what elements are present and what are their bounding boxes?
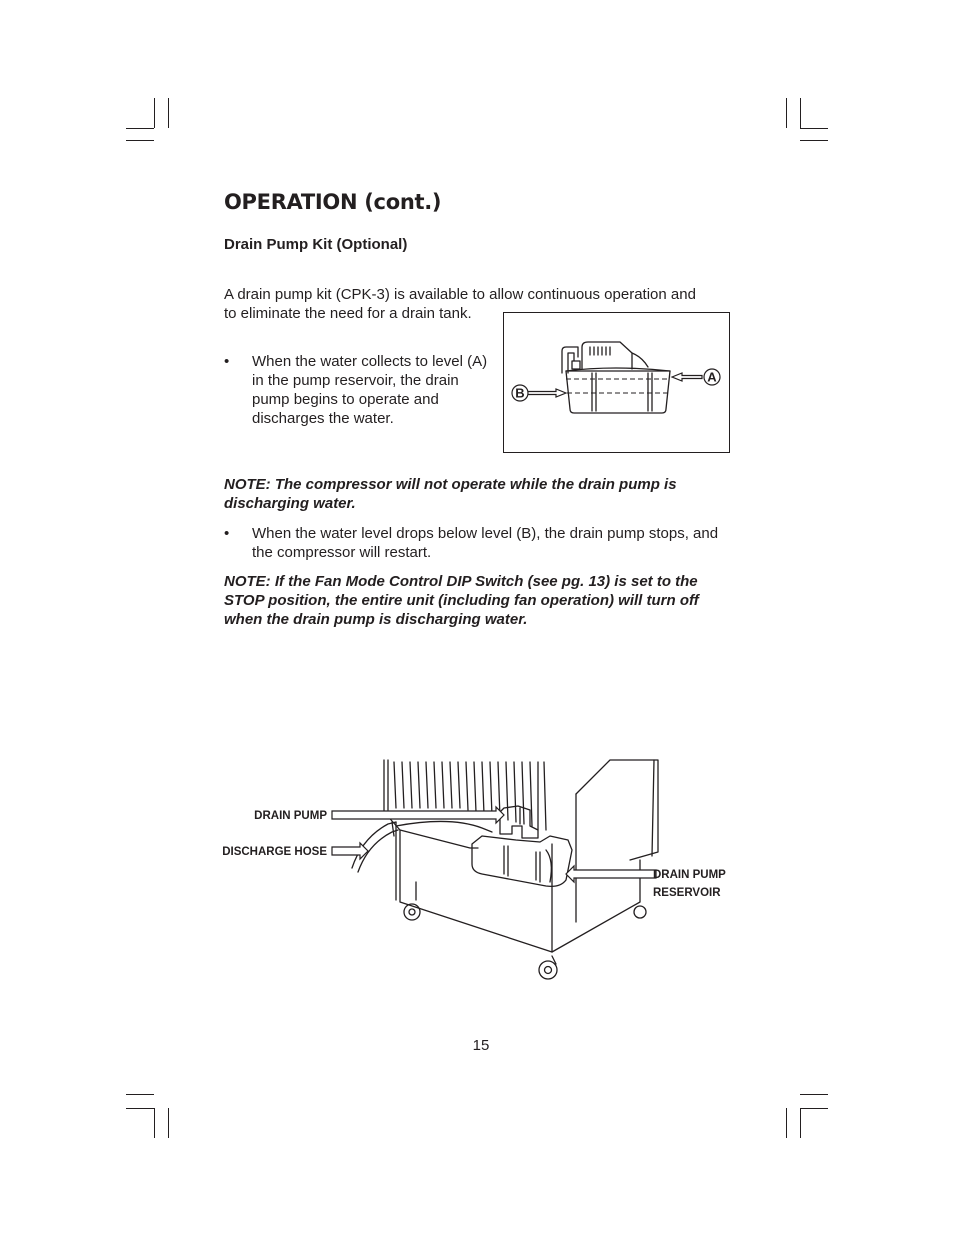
label-discharge-hose: DISCHARGE HOSE [222, 846, 327, 858]
drain-pump-arrow [332, 807, 504, 823]
intro-text-line-1: A drain pump kit (CPK-3) is available to allow continuous operation and [224, 286, 696, 303]
note-fan-mode: NOTE: If the Fan Mode Control DIP Switch (see pg. 13) is set to the STOP position, the entire unit (including fan operation) will turn off when the drain pump is discharging water. [224, 573, 699, 628]
label-a: A [707, 369, 717, 385]
label-b: B [515, 385, 525, 401]
unit-installation-diagram [220, 752, 740, 997]
bullet-text: When the water level drops below level (B), the drain pump stops, and the compressor will restart. [252, 525, 719, 561]
pump-level-diagram [503, 312, 730, 453]
page-title: OPERATION (cont.) [224, 190, 442, 214]
label-reservoir-line-1: DRAIN PUMP [653, 869, 726, 881]
discharge-hose-arrow [332, 843, 368, 859]
bullet-dot: • [224, 353, 230, 370]
subheading: Drain Pump Kit (Optional) [224, 236, 408, 253]
page-number: 15 [472, 1037, 490, 1054]
pump-level-illustration [504, 313, 729, 452]
note-compressor: NOTE: The compressor will not operate while the drain pump is discharging water. [224, 476, 677, 512]
bullet-text: When the water collects to level (A) in the pump reservoir, the drain pump begins to operate and discharges the water. [252, 353, 488, 427]
level-a-arrow [672, 373, 702, 381]
unit-installation-illustration [220, 752, 740, 992]
level-b-arrow [526, 389, 566, 397]
intro-text-line-2: to eliminate the need for a drain tank. [224, 305, 472, 322]
label-drain-pump: DRAIN PUMP [254, 810, 327, 822]
label-reservoir-line-2: RESERVOIR [653, 887, 721, 899]
bullet-dot: • [224, 525, 230, 542]
reservoir-arrow [566, 866, 656, 882]
